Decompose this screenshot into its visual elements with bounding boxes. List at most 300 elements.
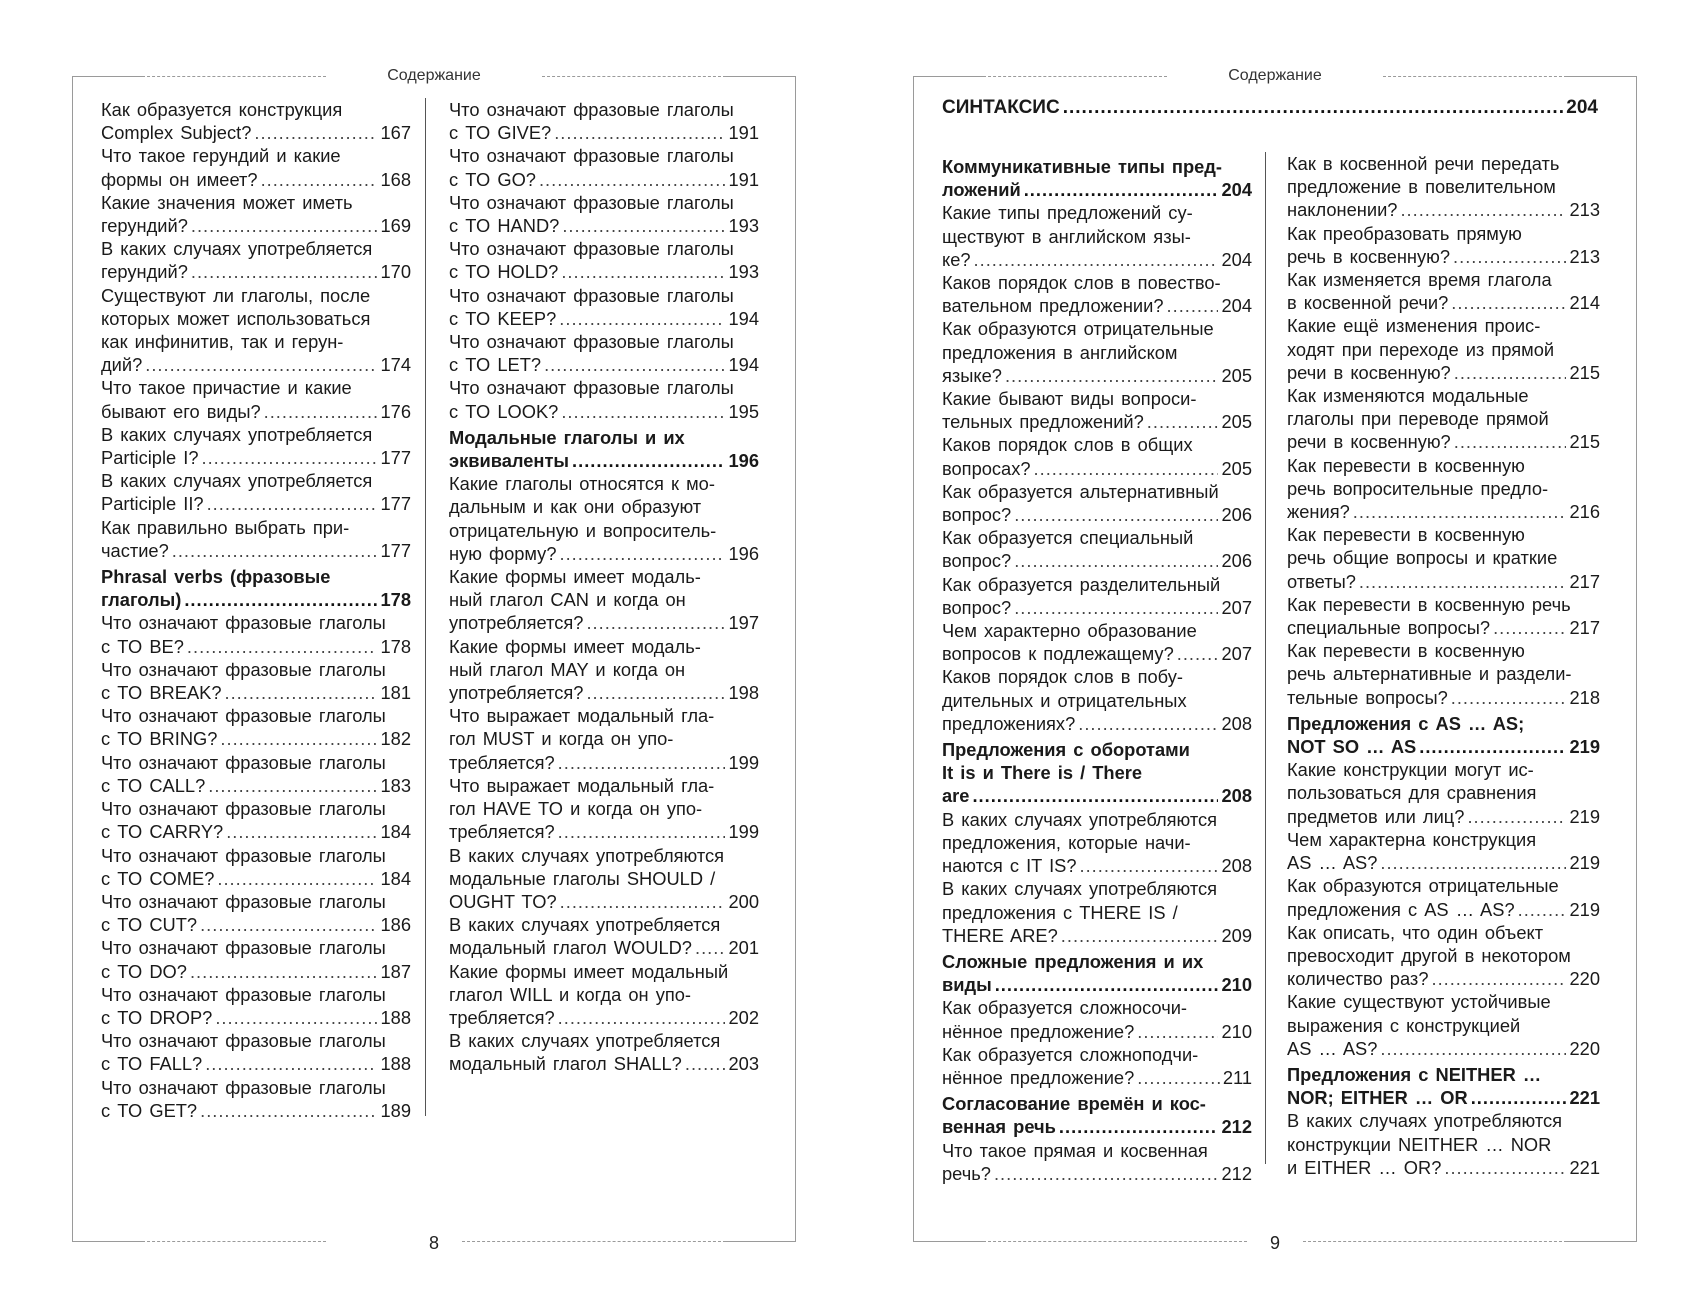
toc-line <box>449 1052 759 1075</box>
toc-page-number: 204 <box>1221 248 1252 270</box>
toc-line <box>449 774 759 797</box>
toc-line <box>1287 430 1600 453</box>
toc-entry-text: с TO COME? <box>101 867 215 889</box>
dot-leader <box>558 751 726 774</box>
toc-line <box>101 1006 411 1029</box>
toc-entry-text: Что означают фразовые глаголы <box>449 191 734 213</box>
toc-entry-text: Что означают фразовые глаголы <box>449 238 734 260</box>
toc-entry <box>449 237 759 283</box>
dot-leader <box>1493 616 1566 639</box>
toc-line <box>101 983 411 1006</box>
dot-leader <box>544 353 725 376</box>
toc-entry-text: Что такое причастие и какие <box>101 377 352 399</box>
dot-leader <box>190 960 378 983</box>
dot-leader <box>1137 1066 1220 1089</box>
toc-entry-text: Что означают фразовые глаголы <box>101 937 386 959</box>
toc-line <box>449 820 759 843</box>
toc-entry-text: наклонении? <box>1287 199 1398 221</box>
toc-line <box>101 820 411 843</box>
toc-line <box>101 307 411 330</box>
toc-entry <box>1287 758 1600 828</box>
toc-line <box>1287 921 1600 944</box>
toc-entry-text: Как образуется разделительный <box>942 573 1221 595</box>
toc-page-number: 206 <box>1221 504 1252 526</box>
toc-entry <box>101 751 411 797</box>
toc-entry-text: тельных предложений? <box>942 411 1144 433</box>
toc-page-number: 189 <box>380 1099 411 1121</box>
dot-leader <box>539 168 726 191</box>
toc-entry-text: формы он имеет? <box>101 168 258 190</box>
toc-line <box>101 376 411 399</box>
toc-entry-text: Что означают фразовые глаголы <box>101 658 386 680</box>
toc-entry-text: Что означают фразовые глаголы <box>101 1076 386 1098</box>
dot-leader <box>559 307 725 330</box>
toc-line <box>449 565 759 588</box>
toc-entry <box>1287 384 1600 454</box>
toc-line <box>942 738 1252 761</box>
toc-entry-text: герундий? <box>101 261 188 283</box>
dot-leader <box>559 542 725 565</box>
toc-entry <box>449 472 759 565</box>
toc-entry-text: дий? <box>101 354 143 376</box>
toc-entry-text: с TO CARRY? <box>101 821 224 843</box>
toc-line <box>449 1029 759 1052</box>
toc-entry-text: модальные глаголы SHOULD / <box>449 867 716 889</box>
toc-line <box>942 950 1252 973</box>
toc-entry-text: герундий? <box>101 215 188 237</box>
dot-leader <box>1471 1086 1567 1109</box>
toc-line <box>942 1139 1252 1162</box>
toc-page-number: 206 <box>1221 550 1252 572</box>
toc-line <box>449 376 759 399</box>
toc-entry-text: с TO DO? <box>101 960 187 982</box>
toc-entry <box>101 844 411 890</box>
toc-entry-text: Как изменяется время глагола <box>1287 269 1552 291</box>
toc-entry-text: Какие формы имеет модальный <box>449 960 729 982</box>
toc-line <box>1287 639 1600 662</box>
dot-leader <box>217 867 377 890</box>
toc-line <box>449 98 759 121</box>
toc-page-number: 201 <box>728 937 759 959</box>
toc-line <box>449 913 759 936</box>
toc-entry-text: Как преобразовать прямую <box>1287 222 1522 244</box>
toc-line <box>101 1052 411 1075</box>
toc-entry-text: ложений <box>942 179 1021 201</box>
toc-page-number: 212 <box>1221 1162 1252 1184</box>
toc-line <box>942 642 1252 665</box>
toc-line <box>1287 268 1600 291</box>
toc-line <box>101 214 411 237</box>
dot-leader <box>1014 503 1218 526</box>
toc-line <box>449 890 759 913</box>
toc-line <box>101 611 411 634</box>
toc-page-number: 202 <box>728 1006 759 1028</box>
dot-leader <box>1518 898 1567 921</box>
toc-entry-text: ке? <box>942 248 971 270</box>
toc-page-number: 193 <box>728 215 759 237</box>
toc-entry-text: предложениях? <box>942 712 1076 734</box>
toc-entry <box>101 936 411 982</box>
toc-entry-text: Как образуется конструкция <box>101 99 343 120</box>
toc-entry-text: Что означают фразовые глаголы <box>101 983 386 1005</box>
toc-line <box>101 890 411 913</box>
toc-entry-text: ный глагол MAY и когда он <box>449 658 686 680</box>
toc-entry-text: с TO GIVE? <box>449 122 552 144</box>
toc-line <box>1287 500 1600 523</box>
toc-entry-text: глаголы при переводе прямой <box>1287 408 1549 430</box>
toc-entry-text: ходят при переходе из прямой <box>1287 338 1555 360</box>
toc-line <box>942 271 1252 294</box>
dot-leader <box>972 784 1218 807</box>
dot-leader <box>558 1006 726 1029</box>
toc-line <box>101 1029 411 1052</box>
toc-entry <box>101 376 411 422</box>
toc-entry <box>449 704 759 774</box>
toc-line <box>1287 898 1600 921</box>
toc-entry-text: пользоваться для сравнения <box>1287 782 1537 804</box>
toc-page-number: 200 <box>728 890 759 912</box>
toc-entry-text: дительных и отрицательных <box>942 689 1187 711</box>
toc-line <box>449 121 759 144</box>
toc-entry-text: Как образуется альтернативный <box>942 480 1219 502</box>
toc-entry <box>449 565 759 635</box>
toc-entry-text: Participle II? <box>101 493 204 515</box>
toc-entry-text: ный глагол CAN и когда он <box>449 589 686 611</box>
dot-leader <box>1380 851 1566 874</box>
toc-entry-text: Какие значения может иметь <box>101 191 353 213</box>
toc-line <box>1287 990 1600 1013</box>
toc-entry-text: наются с IT IS? <box>942 855 1077 877</box>
toc-entry <box>101 1076 411 1122</box>
toc-entry-text: Как перевести в косвенную речь <box>1287 593 1571 615</box>
toc-entry <box>101 1029 411 1075</box>
toc-entry-text: в косвенной речи? <box>1287 292 1449 314</box>
toc-line <box>449 237 759 260</box>
toc-line <box>1287 454 1600 477</box>
toc-entry-text: модальный глагол WOULD? <box>449 937 692 959</box>
dot-leader <box>191 214 378 237</box>
right-page-border-left <box>913 76 914 1242</box>
toc-section-entry <box>942 1092 1252 1138</box>
toc-line <box>1287 944 1600 967</box>
toc-entry-text: и EITHER … OR? <box>1287 1156 1442 1178</box>
dot-leader <box>187 635 378 658</box>
toc-section-entry <box>1287 1063 1600 1109</box>
toc-page-number: 215 <box>1569 431 1600 453</box>
toc-line <box>449 284 759 307</box>
toc-line <box>101 913 411 936</box>
toc-line <box>942 1115 1252 1138</box>
toc-entry-text: В каких случаях употребляются <box>942 878 1218 900</box>
toc-entry-text: Сложные предложения и их <box>942 950 1204 972</box>
toc-entry-text: Как перевести в косвенную <box>1287 640 1525 662</box>
toc-entry-text: глагол WILL и когда он упо- <box>449 983 692 1005</box>
dot-leader <box>226 820 377 843</box>
toc-entry <box>449 635 759 705</box>
toc-line <box>449 214 759 237</box>
toc-page-number: 167 <box>380 122 411 144</box>
dot-leader <box>586 611 725 634</box>
toc-line <box>101 423 411 446</box>
toc-line <box>1287 616 1600 639</box>
toc-page-number: 174 <box>380 354 411 376</box>
toc-line <box>101 727 411 750</box>
toc-section-entry <box>942 738 1252 808</box>
toc-entry-text: с TO HAND? <box>449 215 560 237</box>
toc-line <box>101 516 411 539</box>
toc-entry <box>101 797 411 843</box>
toc-entry-text: речь общие вопросы и краткие <box>1287 547 1558 569</box>
toc-line <box>1287 662 1600 685</box>
toc-entry <box>1287 1109 1600 1179</box>
toc-entry-text: употребляется? <box>449 682 584 704</box>
dot-leader <box>1014 596 1218 619</box>
dot-leader <box>560 890 726 913</box>
toc-line <box>449 144 759 167</box>
toc-entry-text: дальным и как они образуют <box>449 496 702 518</box>
toc-line <box>101 774 411 797</box>
dot-leader <box>1014 549 1218 572</box>
toc-entry-text: Что выражает модальный гла- <box>449 774 715 796</box>
toc-line <box>449 751 759 774</box>
toc-entry-text: речь альтернативные и раздели- <box>1287 663 1572 685</box>
toc-page-number: 194 <box>728 307 759 329</box>
toc-entry <box>101 423 411 469</box>
toc-line <box>1287 686 1600 709</box>
dot-leader <box>208 774 377 797</box>
toc-line <box>449 681 759 704</box>
toc-line <box>942 1020 1252 1043</box>
toc-line <box>1287 805 1600 828</box>
toc-entry <box>101 516 411 562</box>
toc-entry-text: Что означают фразовые глаголы <box>449 145 734 167</box>
toc-entry-text: Как описать, что один объект <box>1287 921 1544 943</box>
toc-entry-text: В каких случаях употребляется <box>449 914 721 936</box>
toc-entry-text: виды <box>942 974 992 996</box>
toc-line <box>101 98 411 121</box>
left-page-border-left <box>72 76 73 1242</box>
toc-entry-text: Модальные глаголы и их <box>449 426 685 448</box>
toc-entry-text: с TO GET? <box>101 1099 198 1121</box>
dot-leader <box>1177 642 1219 665</box>
toc-line <box>101 284 411 307</box>
toc-line <box>101 330 411 353</box>
toc-line <box>942 573 1252 596</box>
toc-line <box>449 472 759 495</box>
toc-entry <box>449 774 759 844</box>
toc-entry <box>449 376 759 422</box>
toc-page-number: 220 <box>1569 1037 1600 1059</box>
dot-leader <box>586 681 725 704</box>
toc-page-number: 209 <box>1221 924 1252 946</box>
toc-line <box>1287 222 1600 245</box>
toc-line <box>1287 291 1600 314</box>
toc-line <box>1287 1086 1600 1109</box>
toc-entry <box>101 658 411 704</box>
toc-line <box>101 1076 411 1099</box>
toc-line <box>1287 245 1600 268</box>
dot-leader <box>205 1052 377 1075</box>
heading-text: СИНТАКСИС <box>942 97 1060 118</box>
dot-leader <box>1444 1156 1566 1179</box>
toc-line <box>942 457 1252 480</box>
toc-entry-text: В каких случаях употребляется <box>101 470 373 492</box>
dot-leader <box>685 1052 726 1075</box>
toc-line <box>1287 735 1600 758</box>
toc-line <box>1287 781 1600 804</box>
toc-entry <box>101 890 411 936</box>
toc-section-entry <box>449 426 759 472</box>
dot-leader <box>995 973 1219 996</box>
column-separator <box>425 98 426 1116</box>
dot-leader <box>220 727 377 750</box>
toc-entry <box>1287 523 1600 593</box>
toc-entry-text: требляется? <box>449 751 555 773</box>
toc-entry <box>942 619 1252 665</box>
dot-leader <box>561 400 725 423</box>
toc-entry-text: Как образуются отрицательные <box>1287 875 1559 897</box>
toc-entry-text: Какие формы имеет модаль- <box>449 635 701 657</box>
toc-line <box>101 565 411 588</box>
toc-entry-text: Какие ещё изменения проис- <box>1287 315 1541 337</box>
toc-line <box>942 248 1252 271</box>
toc-line <box>101 469 411 492</box>
toc-line <box>449 588 759 611</box>
toc-line <box>942 596 1252 619</box>
toc-entry-text: Предложения с оборотами <box>942 739 1190 761</box>
toc-line <box>942 1162 1252 1185</box>
running-title: Содержание <box>72 66 796 86</box>
toc-entry-text: Что означают фразовые глаголы <box>449 284 734 306</box>
toc-entry-text: частие? <box>101 539 169 561</box>
toc-entry-text: гол HAVE TO и когда он упо- <box>449 798 703 820</box>
toc-page-number: 193 <box>728 261 759 283</box>
toc-entry-text: Что означают фразовые глаголы <box>101 612 386 634</box>
toc-entry-text: вопросах? <box>942 457 1031 479</box>
toc-line <box>449 260 759 283</box>
toc-page-number: 220 <box>1569 968 1600 990</box>
dot-leader <box>562 214 725 237</box>
toc-entry-text: Что означают фразовые глаголы <box>101 844 386 866</box>
toc-entry-text: Что означают фразовые глаголы <box>101 890 386 912</box>
toc-line <box>101 704 411 727</box>
toc-page-number: 204 <box>1566 97 1598 118</box>
toc-entry <box>1287 454 1600 524</box>
toc-entry-text: предложения, которые начи- <box>942 831 1191 853</box>
toc-line <box>101 539 411 562</box>
toc-line <box>942 901 1252 924</box>
dot-leader <box>1419 735 1566 758</box>
toc-page-number: 213 <box>1569 245 1600 267</box>
toc-entry-text: превосходит другой в некотором <box>1287 944 1571 966</box>
toc-page-number: 219 <box>1569 805 1600 827</box>
dot-leader <box>1453 245 1566 268</box>
toc-line <box>942 155 1252 178</box>
toc-line <box>942 480 1252 503</box>
toc-entry-text: которых может использоваться <box>101 307 371 329</box>
toc-entry-text: вопрос? <box>942 596 1012 618</box>
toc-line <box>942 854 1252 877</box>
toc-entry-text: предметов или лиц? <box>1287 805 1465 827</box>
toc-page-number: 168 <box>380 168 411 190</box>
toc-line <box>449 330 759 353</box>
dot-leader <box>1454 361 1567 384</box>
toc-line <box>942 784 1252 807</box>
toc-page-number: 181 <box>380 682 411 704</box>
toc-page-number: 183 <box>380 774 411 796</box>
toc-entry-text: Как образуется специальный <box>942 527 1194 549</box>
toc-entry-text: Complex Subject? <box>101 122 252 144</box>
toc-entry-text: are <box>942 785 970 807</box>
toc-line <box>101 960 411 983</box>
toc-entry-text: специальные вопросы? <box>1287 617 1491 639</box>
toc-entry-text: Какие типы предложений су- <box>942 202 1193 224</box>
toc-line <box>1287 477 1600 500</box>
toc-entry <box>101 284 411 377</box>
toc-entry-text: предложения с AS … AS? <box>1287 898 1515 920</box>
toc-entry-text: с TO CUT? <box>101 914 198 936</box>
toc-entry-text: требляется? <box>449 1006 555 1028</box>
toc-entry-text: AS … AS? <box>1287 1037 1378 1059</box>
toc-line <box>449 353 759 376</box>
dot-leader <box>561 260 725 283</box>
toc-line <box>1287 198 1600 221</box>
toc-entry <box>942 480 1252 526</box>
toc-entry-text: модальный глагол SHALL? <box>449 1053 682 1075</box>
toc-page-number: 182 <box>380 728 411 750</box>
toc-entry-text: отрицательную и вопроситель- <box>449 519 717 541</box>
toc-line <box>101 168 411 191</box>
toc-entry <box>1287 990 1600 1060</box>
toc-entry-text: В каких случаях употребляется <box>449 1030 721 1052</box>
toc-page-number: 214 <box>1569 292 1600 314</box>
toc-column-1 <box>942 152 1252 1185</box>
dot-leader <box>1454 430 1567 453</box>
dot-leader <box>1147 410 1219 433</box>
toc-line <box>449 191 759 214</box>
toc-page-number: 178 <box>380 589 411 611</box>
toc-entry <box>1287 874 1600 920</box>
toc-entry-text: В каких случаях употребляется <box>101 423 373 445</box>
toc-entry-text: предложение в повелительном <box>1287 176 1556 198</box>
toc-entry-text: Что означают фразовые глаголы <box>449 377 734 399</box>
dot-leader <box>1078 712 1218 735</box>
toc-page-number: 184 <box>380 867 411 889</box>
column-separator <box>1265 152 1266 1164</box>
toc-page-number: 207 <box>1221 596 1252 618</box>
toc-entry-text: Предложения с AS … AS; <box>1287 712 1525 734</box>
toc-entry-text: Какие формы имеет модаль- <box>449 566 701 588</box>
toc-entry-text: В каких случаях употребляются <box>449 844 725 866</box>
toc-page-number: 211 <box>1222 1066 1252 1088</box>
toc-entry-text: бывают его виды? <box>101 400 261 422</box>
toc-line <box>1287 967 1600 990</box>
toc-entry <box>942 201 1252 271</box>
toc-entry-text: Что означают фразовые глаголы <box>101 751 386 773</box>
toc-section-entry <box>942 155 1252 201</box>
toc-page-number: 194 <box>728 354 759 376</box>
dot-leader <box>572 449 725 472</box>
toc-entry-text: вопрос? <box>942 504 1012 526</box>
toc-line <box>449 400 759 423</box>
toc-line <box>942 808 1252 831</box>
toc-line <box>449 797 759 820</box>
toc-entry <box>449 144 759 190</box>
toc-line <box>101 681 411 704</box>
toc-entry <box>942 433 1252 479</box>
toc-entry <box>942 526 1252 572</box>
dot-leader <box>200 1099 377 1122</box>
